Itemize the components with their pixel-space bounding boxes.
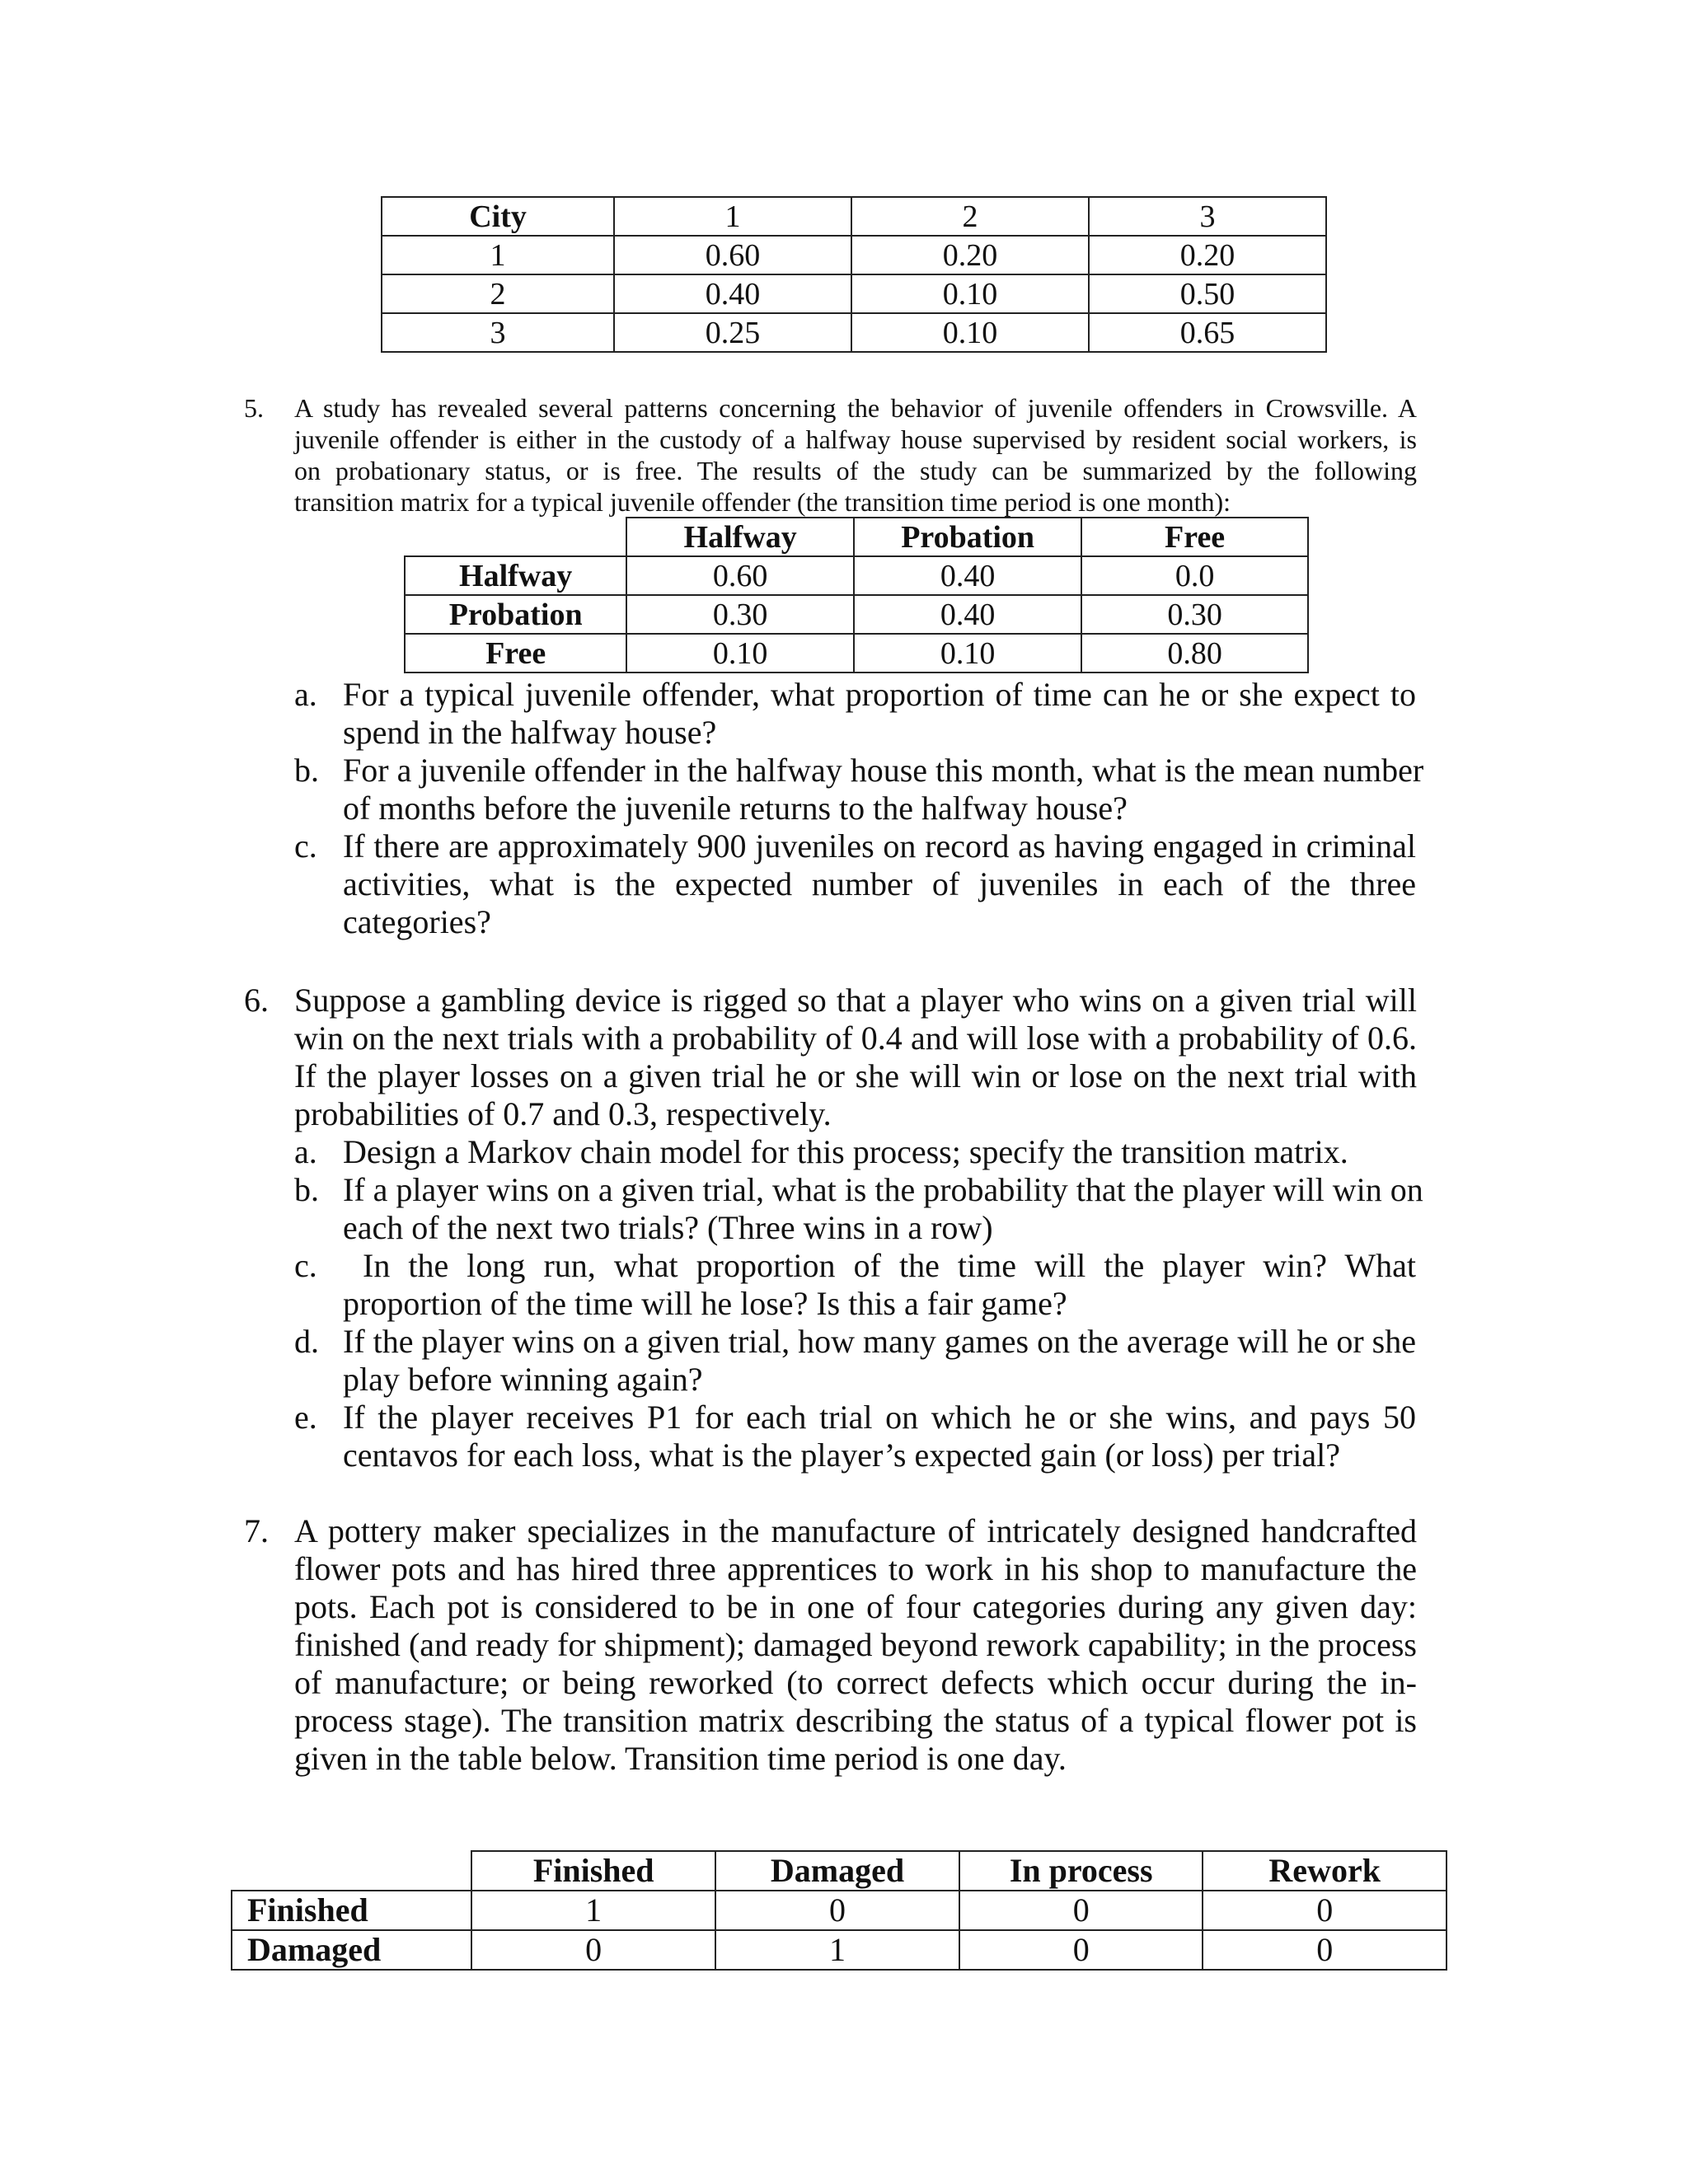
- table-cell: 1: [471, 1891, 715, 1930]
- table-header-cell: 1: [614, 197, 851, 236]
- text-line: given in the table below. Transition time period is one day.: [294, 1740, 1067, 1777]
- table-cell: 0.30: [1081, 595, 1308, 634]
- text-line: each of the next two trials? (Three wins in a row): [343, 1209, 993, 1246]
- city-transition-table: [381, 196, 1327, 353]
- table-cell: 0.40: [614, 274, 851, 313]
- text-line: of manufacture; or being reworked (to correct defects which occur during the in-: [294, 1664, 1417, 1701]
- table-corner-cell: [232, 1851, 471, 1891]
- question-5c-label: c.: [294, 827, 317, 865]
- text-line: juvenile offender is either in the custody of a halfway house supervised by resident social workers, is: [294, 424, 1417, 454]
- row-header-cell: Halfway: [405, 556, 626, 595]
- table-header-cell: Finished: [471, 1851, 715, 1891]
- table-header-cell: Halfway: [626, 518, 854, 556]
- table-cell: 0.10: [851, 313, 1089, 352]
- row-header-cell: Probation: [405, 595, 626, 634]
- text-line: Suppose a gambling device is rigged so that a player who wins on a given trial will: [294, 982, 1417, 1019]
- question-5b-label: b.: [294, 752, 319, 789]
- table-cell: 0.80: [1081, 634, 1308, 673]
- question-6b-text: [343, 1171, 1423, 1247]
- table-cell: 0.50: [1089, 274, 1326, 313]
- table-header-row: [382, 197, 1326, 236]
- table-row: [382, 236, 1326, 274]
- table-cell: 0.20: [1089, 236, 1326, 274]
- table-row: [405, 556, 1308, 595]
- table-row: [382, 274, 1326, 313]
- text-line: win on the next trials with a probability of 0.4 and will lose with a probability of 0.6.: [294, 1019, 1417, 1057]
- text-line: A study has revealed several patterns concerning the behavior of juvenile offenders in Crowsville. A: [294, 393, 1417, 423]
- row-header-cell: Finished: [232, 1891, 471, 1930]
- table-header-cell: In process: [959, 1851, 1203, 1891]
- table-cell: 0: [1203, 1891, 1447, 1930]
- table-cell: 0.30: [626, 595, 854, 634]
- table-header-cell: 2: [851, 197, 1089, 236]
- text-line: spend in the halfway house?: [343, 714, 717, 751]
- table-row: [232, 1930, 1447, 1970]
- juvenile-transition-table: [404, 517, 1309, 673]
- table-header-cell: 3: [1089, 197, 1326, 236]
- text-line: If a player wins on a given trial, what is the probability that the player will win on: [343, 1171, 1423, 1208]
- question-6-text: [294, 982, 1417, 1133]
- question-5-number: 5.: [244, 393, 264, 423]
- table-header-cell: Free: [1081, 518, 1308, 556]
- text-line: A pottery maker specializes in the manufacture of intricately designed handcrafted: [294, 1512, 1417, 1549]
- table-cell: 2: [382, 274, 614, 313]
- table-cell: 0.25: [614, 313, 851, 352]
- table-row: [405, 595, 1308, 634]
- table-row: [405, 634, 1308, 673]
- row-header-cell: Free: [405, 634, 626, 673]
- table-row: [232, 1891, 1447, 1930]
- table-header-row: [405, 518, 1308, 556]
- question-6c-text: [343, 1247, 1416, 1323]
- table-cell: 0.10: [626, 634, 854, 673]
- text-line: proportion of the time will he lose? Is this a fair game?: [343, 1285, 1067, 1322]
- question-6e-text: [343, 1399, 1416, 1474]
- table-cell: 0.10: [851, 274, 1089, 313]
- question-5c-text: [343, 827, 1416, 941]
- question-6d-text: [343, 1323, 1416, 1399]
- table-header-cell: Damaged: [715, 1851, 959, 1891]
- text-line: If the player losses on a given trial he or she will win or lose on the next trial with: [294, 1057, 1417, 1094]
- table-header-cell: City: [382, 197, 614, 236]
- table-cell: 0.40: [854, 595, 1081, 634]
- text-line: activities, what is the expected number of juveniles in each of the three: [343, 865, 1416, 902]
- text-line: finished (and ready for shipment); damaged beyond rework capability; in the process: [294, 1626, 1417, 1663]
- text-line: For a juvenile offender in the halfway house this month, what is the mean number: [343, 752, 1424, 789]
- text-line: If the player receives P1 for each trial on which he or she wins, and pays 50: [343, 1399, 1416, 1436]
- question-5a-label: a.: [294, 676, 317, 713]
- table-cell: 0: [715, 1891, 959, 1930]
- text-line: pots. Each pot is considered to be in one of four categories during any given day:: [294, 1588, 1417, 1625]
- text-line: Design a Markov chain model for this process; specify the transition matrix.: [343, 1133, 1348, 1170]
- text-line: If there are approximately 900 juveniles on record as having engaged in criminal: [343, 827, 1416, 865]
- table-row: [382, 313, 1326, 352]
- question-5b-text: [343, 752, 1424, 827]
- text-line: process stage). The transition matrix describing the status of a typical flower pot is: [294, 1702, 1417, 1739]
- text-line: of months before the juvenile returns to the halfway house?: [343, 790, 1128, 827]
- table-cell: 1: [715, 1930, 959, 1970]
- table-header-cell: Probation: [854, 518, 1081, 556]
- table-cell: 0.60: [614, 236, 851, 274]
- table-cell: 0: [959, 1891, 1203, 1930]
- table-cell: 0.65: [1089, 313, 1326, 352]
- table-cell: 0.40: [854, 556, 1081, 595]
- table-header-cell: Rework: [1203, 1851, 1447, 1891]
- table-cell: 0: [959, 1930, 1203, 1970]
- question-6c-label: c.: [294, 1247, 317, 1284]
- table-corner-cell: [405, 518, 626, 556]
- table-cell: 0.20: [851, 236, 1089, 274]
- text-line: For a typical juvenile offender, what proportion of time can he or she expect to: [343, 676, 1416, 713]
- table-cell: 0: [1203, 1930, 1447, 1970]
- table-cell: 0.60: [626, 556, 854, 595]
- table-cell: 3: [382, 313, 614, 352]
- text-line: on probationary status, or is free. The results of the study can be summarized by the following: [294, 456, 1417, 485]
- table-cell: 0: [471, 1930, 715, 1970]
- question-7-number: 7.: [244, 1512, 269, 1549]
- text-line: centavos for each loss, what is the player’s expected gain (or loss) per trial?: [343, 1436, 1340, 1474]
- text-line: transition matrix for a typical juvenile offender (the transition time period is one month):: [294, 487, 1231, 517]
- text-line: play before winning again?: [343, 1361, 703, 1398]
- table-cell: 0.0: [1081, 556, 1308, 595]
- question-6a-text: [343, 1133, 1416, 1171]
- text-line: If the player wins on a given trial, how many games on the average will he or she: [343, 1323, 1416, 1360]
- question-6b-label: b.: [294, 1171, 319, 1208]
- table-cell: 0.10: [854, 634, 1081, 673]
- pottery-transition-table: [231, 1850, 1447, 1971]
- question-7-text: [294, 1512, 1417, 1778]
- question-6e-label: e.: [294, 1399, 317, 1436]
- table-cell: 1: [382, 236, 614, 274]
- question-5-text: [294, 392, 1417, 518]
- question-6a-label: a.: [294, 1133, 317, 1170]
- text-line: probabilities of 0.7 and 0.3, respectively.: [294, 1095, 832, 1132]
- text-line: flower pots and has hired three apprentices to work in his shop to manufacture the: [294, 1550, 1417, 1587]
- question-5a-text: [343, 676, 1416, 752]
- text-line: categories?: [343, 903, 491, 940]
- row-header-cell: Damaged: [232, 1930, 471, 1970]
- question-6d-label: d.: [294, 1323, 319, 1360]
- text-line: In the long run, what proportion of the time will the player win? What: [363, 1247, 1416, 1284]
- table-header-row: [232, 1851, 1447, 1891]
- question-6-number: 6.: [244, 982, 269, 1019]
